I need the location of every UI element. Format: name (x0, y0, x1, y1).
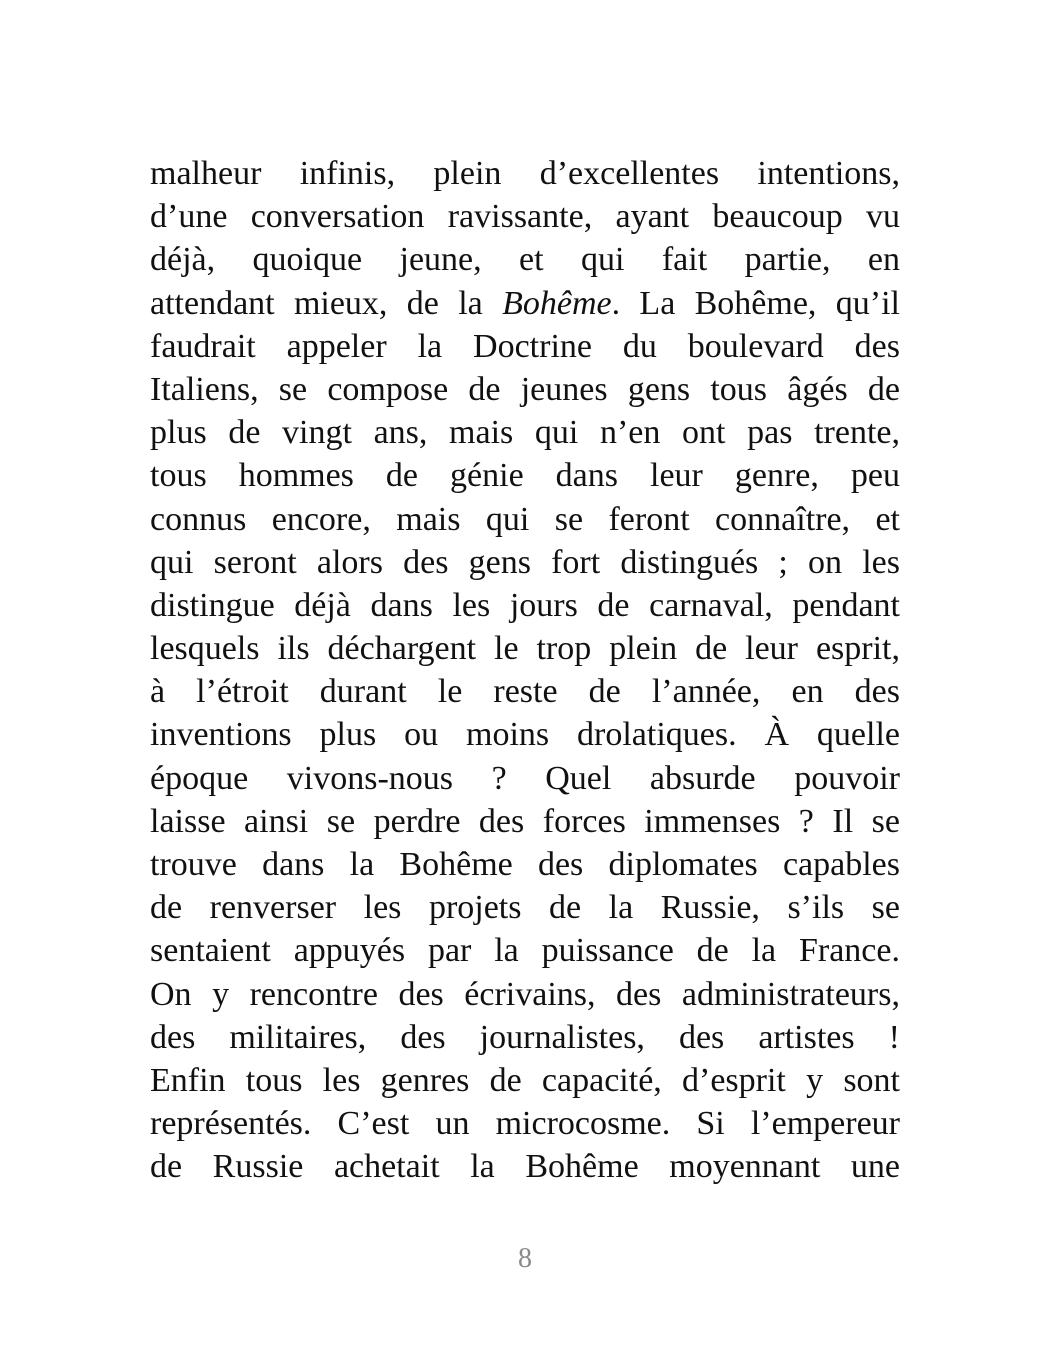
text-line: inventions plus ou moins drolatiques. À quelle (150, 716, 900, 754)
text-line: trouve dans la Bohême des diplomates capables (150, 846, 900, 883)
text-line: d’une conversation ravissante, ayant beaucoup vu (150, 198, 900, 236)
text-line: lesquels ils déchargent le trop plein de leur esprit, (150, 630, 900, 668)
text-line: On y rencontre des écrivains, des administrateurs, (150, 975, 900, 1013)
body-paragraph (150, 152, 900, 1189)
text-line: Italiens, se compose de jeunes gens tous âgés de (150, 370, 900, 408)
italic-title: Bohême (502, 284, 612, 322)
text-line: qui seront alors des gens fort distingués ; on les (150, 543, 900, 581)
text-line: à l’étroit durant le reste de l’année, en des (150, 673, 900, 711)
text-line: distingue déjà dans les jours de carnaval, pendant (150, 586, 900, 624)
text-line: des militaires, des journalistes, des artistes ! (150, 1018, 900, 1056)
text-line: malheur infinis, plein d’excellentes intentions, (150, 155, 900, 192)
text-line: faudrait appeler la Doctrine du boulevard des (150, 327, 900, 365)
text-line: sentaient appuyés par la puissance de la France. (150, 932, 900, 970)
text-segment: . La Bohême, qu’il (611, 284, 900, 322)
text-line: Enfin tous les genres de capacité, d’esprit y sont (150, 1061, 900, 1099)
text-line (150, 282, 900, 325)
text-line: de renverser les projets de la Russie, s’ils se (150, 889, 900, 927)
text-line: représentés. C’est un microcosme. Si l’empereur (150, 1105, 900, 1143)
text-line: déjà, quoique jeune, et qui fait partie, en (150, 241, 900, 279)
text-line: connus encore, mais qui se feront connaître, et (150, 500, 900, 538)
page-number: 8 (518, 1243, 532, 1274)
text-segment: attendant mieux, de la (150, 284, 503, 322)
text-line: de Russie achetait la Bohême moyennant une (150, 1148, 900, 1186)
text-line: plus de vingt ans, mais qui n’en ont pas trente, (150, 414, 900, 452)
text-line: époque vivons-nous ? Quel absurde pouvoir (150, 759, 900, 797)
text-line: laisse ainsi se perdre des forces immenses ? Il se (150, 802, 900, 840)
text-line: tous hommes de génie dans leur genre, peu (150, 457, 900, 495)
